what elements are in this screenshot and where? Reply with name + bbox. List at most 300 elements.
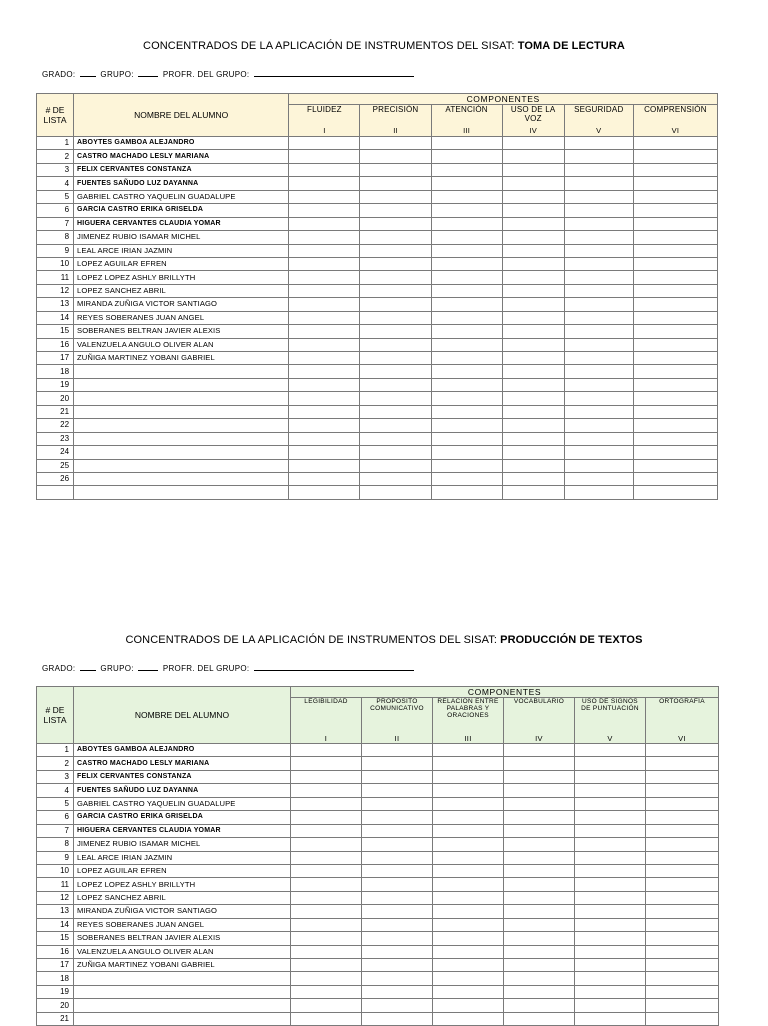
score-cell[interactable] (360, 217, 431, 230)
score-cell[interactable] (502, 405, 564, 418)
score-cell[interactable] (431, 284, 502, 297)
score-cell[interactable] (362, 878, 433, 891)
score-cell[interactable] (291, 757, 362, 770)
score-cell[interactable] (575, 824, 646, 837)
score-cell[interactable] (433, 744, 504, 757)
score-cell[interactable] (504, 918, 575, 931)
score-cell[interactable] (431, 163, 502, 176)
score-cell[interactable] (633, 419, 717, 432)
score-cell[interactable] (289, 392, 360, 405)
score-cell[interactable] (633, 378, 717, 391)
score-cell[interactable] (575, 864, 646, 877)
score-cell[interactable] (291, 972, 362, 985)
score-cell[interactable] (433, 878, 504, 891)
score-cell[interactable] (289, 325, 360, 338)
list-number-cell: 10 (37, 864, 74, 877)
score-cell[interactable] (289, 244, 360, 257)
score-cell[interactable] (360, 257, 431, 270)
score-cell[interactable] (433, 945, 504, 958)
score-cell[interactable] (362, 945, 433, 958)
score-cell[interactable] (431, 472, 502, 485)
score-cell[interactable] (646, 864, 719, 877)
score-cell[interactable] (502, 284, 564, 297)
score-cell[interactable] (431, 378, 502, 391)
score-cell[interactable] (504, 851, 575, 864)
score-cell[interactable] (575, 878, 646, 891)
score-cell[interactable] (564, 311, 633, 324)
score-cell[interactable] (575, 972, 646, 985)
score-cell[interactable] (504, 784, 575, 797)
score-cell[interactable] (502, 204, 564, 217)
score-cell[interactable] (575, 757, 646, 770)
score-cell[interactable] (289, 472, 360, 485)
score-cell[interactable] (433, 770, 504, 783)
score-cell[interactable] (502, 163, 564, 176)
score-cell[interactable] (564, 231, 633, 244)
score-cell[interactable] (291, 945, 362, 958)
score-cell[interactable] (433, 999, 504, 1012)
score-cell[interactable] (564, 392, 633, 405)
score-cell[interactable] (502, 338, 564, 351)
score-cell[interactable] (289, 150, 360, 163)
score-cell[interactable] (502, 231, 564, 244)
score-cell[interactable] (646, 851, 719, 864)
score-cell[interactable] (575, 905, 646, 918)
score-cell[interactable] (289, 446, 360, 459)
score-cell[interactable] (360, 137, 431, 150)
score-cell[interactable] (504, 905, 575, 918)
score-cell[interactable] (433, 757, 504, 770)
score-cell[interactable] (633, 150, 717, 163)
profr-blank[interactable] (254, 662, 414, 671)
score-cell[interactable] (362, 838, 433, 851)
score-cell[interactable] (289, 271, 360, 284)
score-cell[interactable] (360, 365, 431, 378)
score-cell[interactable] (564, 284, 633, 297)
score-cell[interactable] (646, 878, 719, 891)
score-cell[interactable] (291, 811, 362, 824)
score-cell[interactable] (646, 744, 719, 757)
student-name-cell: ZUÑIGA MARTINEZ YOBANI GABRIEL (74, 352, 289, 365)
score-cell[interactable] (502, 419, 564, 432)
score-cell[interactable] (564, 419, 633, 432)
score-cell[interactable] (360, 446, 431, 459)
score-cell[interactable] (575, 999, 646, 1012)
score-cell[interactable] (564, 378, 633, 391)
score-cell[interactable] (502, 459, 564, 472)
score-cell[interactable] (291, 959, 362, 972)
score-cell[interactable] (360, 298, 431, 311)
score-cell[interactable] (291, 784, 362, 797)
score-cell[interactable] (502, 190, 564, 203)
score-cell[interactable] (633, 459, 717, 472)
score-cell[interactable] (502, 446, 564, 459)
score-cell[interactable] (564, 204, 633, 217)
score-cell[interactable] (646, 905, 719, 918)
component-roman-numeral: I (324, 734, 328, 743)
table-row (37, 392, 718, 405)
score-cell[interactable] (360, 338, 431, 351)
score-cell[interactable] (431, 352, 502, 365)
score-cell[interactable] (362, 905, 433, 918)
score-cell[interactable] (431, 325, 502, 338)
score-cell[interactable] (633, 190, 717, 203)
score-cell[interactable] (646, 891, 719, 904)
score-cell[interactable] (504, 757, 575, 770)
component-label: VOCABULARIO (513, 698, 565, 706)
score-cell[interactable] (564, 352, 633, 365)
score-cell[interactable] (433, 932, 504, 945)
grado-blank[interactable] (80, 662, 96, 671)
score-cell[interactable] (362, 999, 433, 1012)
table-body (37, 137, 718, 500)
score-cell[interactable] (575, 784, 646, 797)
score-cell[interactable] (289, 217, 360, 230)
score-cell[interactable] (502, 352, 564, 365)
score-cell[interactable] (291, 932, 362, 945)
score-cell[interactable] (502, 378, 564, 391)
grado-blank[interactable] (80, 68, 96, 77)
score-cell[interactable] (289, 352, 360, 365)
score-cell[interactable] (360, 472, 431, 485)
score-cell[interactable] (633, 163, 717, 176)
score-cell[interactable] (633, 298, 717, 311)
score-cell[interactable] (646, 999, 719, 1012)
score-cell[interactable] (502, 432, 564, 445)
score-cell[interactable] (646, 784, 719, 797)
score-cell[interactable] (289, 419, 360, 432)
score-cell[interactable] (504, 959, 575, 972)
score-cell[interactable] (360, 177, 431, 190)
score-cell[interactable] (360, 284, 431, 297)
score-cell[interactable] (360, 378, 431, 391)
score-cell[interactable] (504, 985, 575, 998)
score-cell[interactable] (360, 392, 431, 405)
score-cell[interactable] (360, 432, 431, 445)
score-cell[interactable] (633, 338, 717, 351)
score-cell[interactable] (646, 985, 719, 998)
score-cell[interactable] (289, 163, 360, 176)
score-cell[interactable] (360, 271, 431, 284)
score-cell[interactable] (502, 177, 564, 190)
score-cell[interactable] (433, 905, 504, 918)
score-cell[interactable] (289, 486, 360, 499)
score-cell[interactable] (633, 257, 717, 270)
score-cell[interactable] (360, 163, 431, 176)
score-cell[interactable] (564, 446, 633, 459)
score-cell[interactable] (564, 486, 633, 499)
score-cell[interactable] (646, 757, 719, 770)
score-cell[interactable] (564, 217, 633, 230)
score-cell[interactable] (291, 838, 362, 851)
score-cell[interactable] (431, 338, 502, 351)
score-cell[interactable] (289, 459, 360, 472)
score-cell[interactable] (431, 271, 502, 284)
score-cell[interactable] (504, 811, 575, 824)
score-cell[interactable] (291, 918, 362, 931)
score-cell[interactable] (575, 891, 646, 904)
score-cell[interactable] (502, 298, 564, 311)
score-cell[interactable] (433, 824, 504, 837)
score-cell[interactable] (564, 338, 633, 351)
score-cell[interactable] (504, 891, 575, 904)
score-cell[interactable] (431, 217, 502, 230)
score-cell[interactable] (646, 959, 719, 972)
score-cell[interactable] (289, 190, 360, 203)
score-cell[interactable] (289, 204, 360, 217)
score-cell[interactable] (431, 257, 502, 270)
score-cell[interactable] (646, 932, 719, 945)
score-cell[interactable] (633, 244, 717, 257)
score-cell[interactable] (633, 405, 717, 418)
score-cell[interactable] (633, 311, 717, 324)
score-cell[interactable] (360, 486, 431, 499)
score-cell[interactable] (633, 271, 717, 284)
score-cell[interactable] (564, 177, 633, 190)
score-cell[interactable] (289, 432, 360, 445)
score-cell[interactable] (433, 851, 504, 864)
score-cell[interactable] (633, 486, 717, 499)
score-cell[interactable] (291, 744, 362, 757)
score-cell[interactable] (289, 311, 360, 324)
score-cell[interactable] (289, 378, 360, 391)
score-cell[interactable] (564, 137, 633, 150)
score-cell[interactable] (362, 864, 433, 877)
score-cell[interactable] (291, 999, 362, 1012)
score-cell[interactable] (431, 231, 502, 244)
score-cell[interactable] (502, 271, 564, 284)
score-cell[interactable] (564, 405, 633, 418)
score-cell[interactable] (431, 298, 502, 311)
score-cell[interactable] (431, 405, 502, 418)
score-cell[interactable] (504, 878, 575, 891)
score-cell[interactable] (633, 325, 717, 338)
score-cell[interactable] (433, 985, 504, 998)
score-cell[interactable] (564, 190, 633, 203)
score-cell[interactable] (633, 392, 717, 405)
table-row (37, 257, 718, 270)
score-cell[interactable] (564, 163, 633, 176)
score-cell[interactable] (502, 217, 564, 230)
score-cell[interactable] (433, 838, 504, 851)
score-cell[interactable] (564, 432, 633, 445)
score-cell[interactable] (575, 918, 646, 931)
score-cell[interactable] (431, 432, 502, 445)
score-cell[interactable] (431, 446, 502, 459)
score-cell[interactable] (362, 811, 433, 824)
score-cell[interactable] (504, 864, 575, 877)
score-cell[interactable] (360, 459, 431, 472)
score-cell[interactable] (362, 744, 433, 757)
score-cell[interactable] (362, 770, 433, 783)
score-cell[interactable] (291, 770, 362, 783)
score-cell[interactable] (564, 459, 633, 472)
score-cell[interactable] (431, 177, 502, 190)
score-cell[interactable] (575, 811, 646, 824)
score-cell[interactable] (504, 824, 575, 837)
score-cell[interactable] (504, 797, 575, 810)
score-cell[interactable] (504, 945, 575, 958)
score-cell[interactable] (360, 190, 431, 203)
score-cell[interactable] (564, 150, 633, 163)
grupo-blank[interactable] (138, 68, 158, 77)
score-cell[interactable] (289, 405, 360, 418)
score-cell[interactable] (433, 972, 504, 985)
score-cell[interactable] (502, 325, 564, 338)
score-cell[interactable] (433, 959, 504, 972)
score-cell[interactable] (575, 851, 646, 864)
score-cell[interactable] (564, 244, 633, 257)
score-cell[interactable] (633, 432, 717, 445)
score-cell[interactable] (504, 744, 575, 757)
score-cell[interactable] (633, 137, 717, 150)
score-cell[interactable] (502, 244, 564, 257)
score-cell[interactable] (575, 797, 646, 810)
score-cell[interactable] (291, 905, 362, 918)
score-cell[interactable] (291, 864, 362, 877)
score-cell[interactable] (575, 945, 646, 958)
score-cell[interactable] (289, 177, 360, 190)
score-cell[interactable] (291, 824, 362, 837)
score-cell[interactable] (564, 365, 633, 378)
score-cell[interactable] (362, 932, 433, 945)
score-cell[interactable] (502, 311, 564, 324)
score-cell[interactable] (289, 137, 360, 150)
score-cell[interactable] (360, 419, 431, 432)
profr-blank[interactable] (254, 68, 414, 77)
score-cell[interactable] (362, 891, 433, 904)
score-cell[interactable] (564, 298, 633, 311)
score-cell[interactable] (633, 284, 717, 297)
score-cell[interactable] (502, 257, 564, 270)
score-cell[interactable] (362, 972, 433, 985)
score-cell[interactable] (504, 972, 575, 985)
score-cell[interactable] (646, 770, 719, 783)
score-cell[interactable] (646, 838, 719, 851)
score-cell[interactable] (502, 392, 564, 405)
score-cell[interactable] (433, 918, 504, 931)
score-cell[interactable] (289, 231, 360, 244)
score-cell[interactable] (289, 257, 360, 270)
score-cell[interactable] (291, 985, 362, 998)
score-cell[interactable] (504, 770, 575, 783)
score-cell[interactable] (433, 797, 504, 810)
score-cell[interactable] (291, 851, 362, 864)
score-cell[interactable] (504, 999, 575, 1012)
score-cell[interactable] (431, 150, 502, 163)
score-cell[interactable] (291, 891, 362, 904)
score-cell[interactable] (575, 744, 646, 757)
score-cell[interactable] (360, 204, 431, 217)
score-cell[interactable] (633, 352, 717, 365)
score-cell[interactable] (502, 137, 564, 150)
score-cell[interactable] (646, 945, 719, 958)
score-cell[interactable] (360, 244, 431, 257)
score-cell[interactable] (502, 150, 564, 163)
score-cell[interactable] (575, 770, 646, 783)
score-cell[interactable] (502, 486, 564, 499)
score-cell[interactable] (646, 824, 719, 837)
table-row (37, 150, 718, 163)
score-cell[interactable] (431, 311, 502, 324)
score-cell[interactable] (360, 325, 431, 338)
score-cell[interactable] (564, 325, 633, 338)
score-cell[interactable] (502, 472, 564, 485)
score-cell[interactable] (291, 797, 362, 810)
score-cell[interactable] (433, 864, 504, 877)
score-cell[interactable] (362, 757, 433, 770)
score-cell[interactable] (646, 811, 719, 824)
score-cell[interactable] (431, 137, 502, 150)
score-cell[interactable] (360, 352, 431, 365)
score-cell[interactable] (289, 298, 360, 311)
score-cell[interactable] (433, 811, 504, 824)
score-cell[interactable] (646, 972, 719, 985)
score-cell[interactable] (431, 486, 502, 499)
score-cell[interactable] (433, 891, 504, 904)
score-cell[interactable] (575, 932, 646, 945)
score-cell[interactable] (360, 150, 431, 163)
score-cell[interactable] (633, 231, 717, 244)
score-cell[interactable] (289, 338, 360, 351)
score-cell[interactable] (575, 838, 646, 851)
score-cell[interactable] (504, 932, 575, 945)
score-cell[interactable] (504, 838, 575, 851)
score-cell[interactable] (362, 959, 433, 972)
score-cell[interactable] (633, 472, 717, 485)
score-cell[interactable] (431, 392, 502, 405)
score-cell[interactable] (431, 190, 502, 203)
score-cell[interactable] (362, 784, 433, 797)
score-cell[interactable] (564, 472, 633, 485)
score-cell[interactable] (362, 918, 433, 931)
score-cell[interactable] (431, 459, 502, 472)
score-cell[interactable] (360, 231, 431, 244)
score-cell[interactable] (431, 419, 502, 432)
score-cell[interactable] (433, 784, 504, 797)
score-cell[interactable] (633, 365, 717, 378)
table-row (37, 770, 719, 783)
score-cell[interactable] (646, 797, 719, 810)
student-name-cell: SOBERANES BELTRAN JAVIER ALEXIS (74, 932, 291, 945)
score-cell[interactable] (431, 204, 502, 217)
score-cell[interactable] (564, 271, 633, 284)
score-cell[interactable] (362, 851, 433, 864)
score-cell[interactable] (633, 204, 717, 217)
score-cell[interactable] (360, 311, 431, 324)
score-cell[interactable] (502, 365, 564, 378)
score-cell[interactable] (291, 878, 362, 891)
score-cell[interactable] (431, 365, 502, 378)
score-cell[interactable] (646, 918, 719, 931)
student-name-cell (74, 392, 289, 405)
list-number-cell: 7 (37, 217, 74, 230)
score-cell[interactable] (633, 446, 717, 459)
score-cell[interactable] (289, 284, 360, 297)
score-cell[interactable] (431, 244, 502, 257)
score-cell[interactable] (289, 365, 360, 378)
score-cell[interactable] (360, 405, 431, 418)
score-cell[interactable] (575, 959, 646, 972)
score-cell[interactable] (633, 177, 717, 190)
score-cell[interactable] (633, 217, 717, 230)
score-cell[interactable] (362, 985, 433, 998)
score-cell[interactable] (564, 257, 633, 270)
score-cell[interactable] (362, 797, 433, 810)
grupo-blank[interactable] (138, 662, 158, 671)
score-cell[interactable] (362, 824, 433, 837)
score-cell[interactable] (575, 985, 646, 998)
